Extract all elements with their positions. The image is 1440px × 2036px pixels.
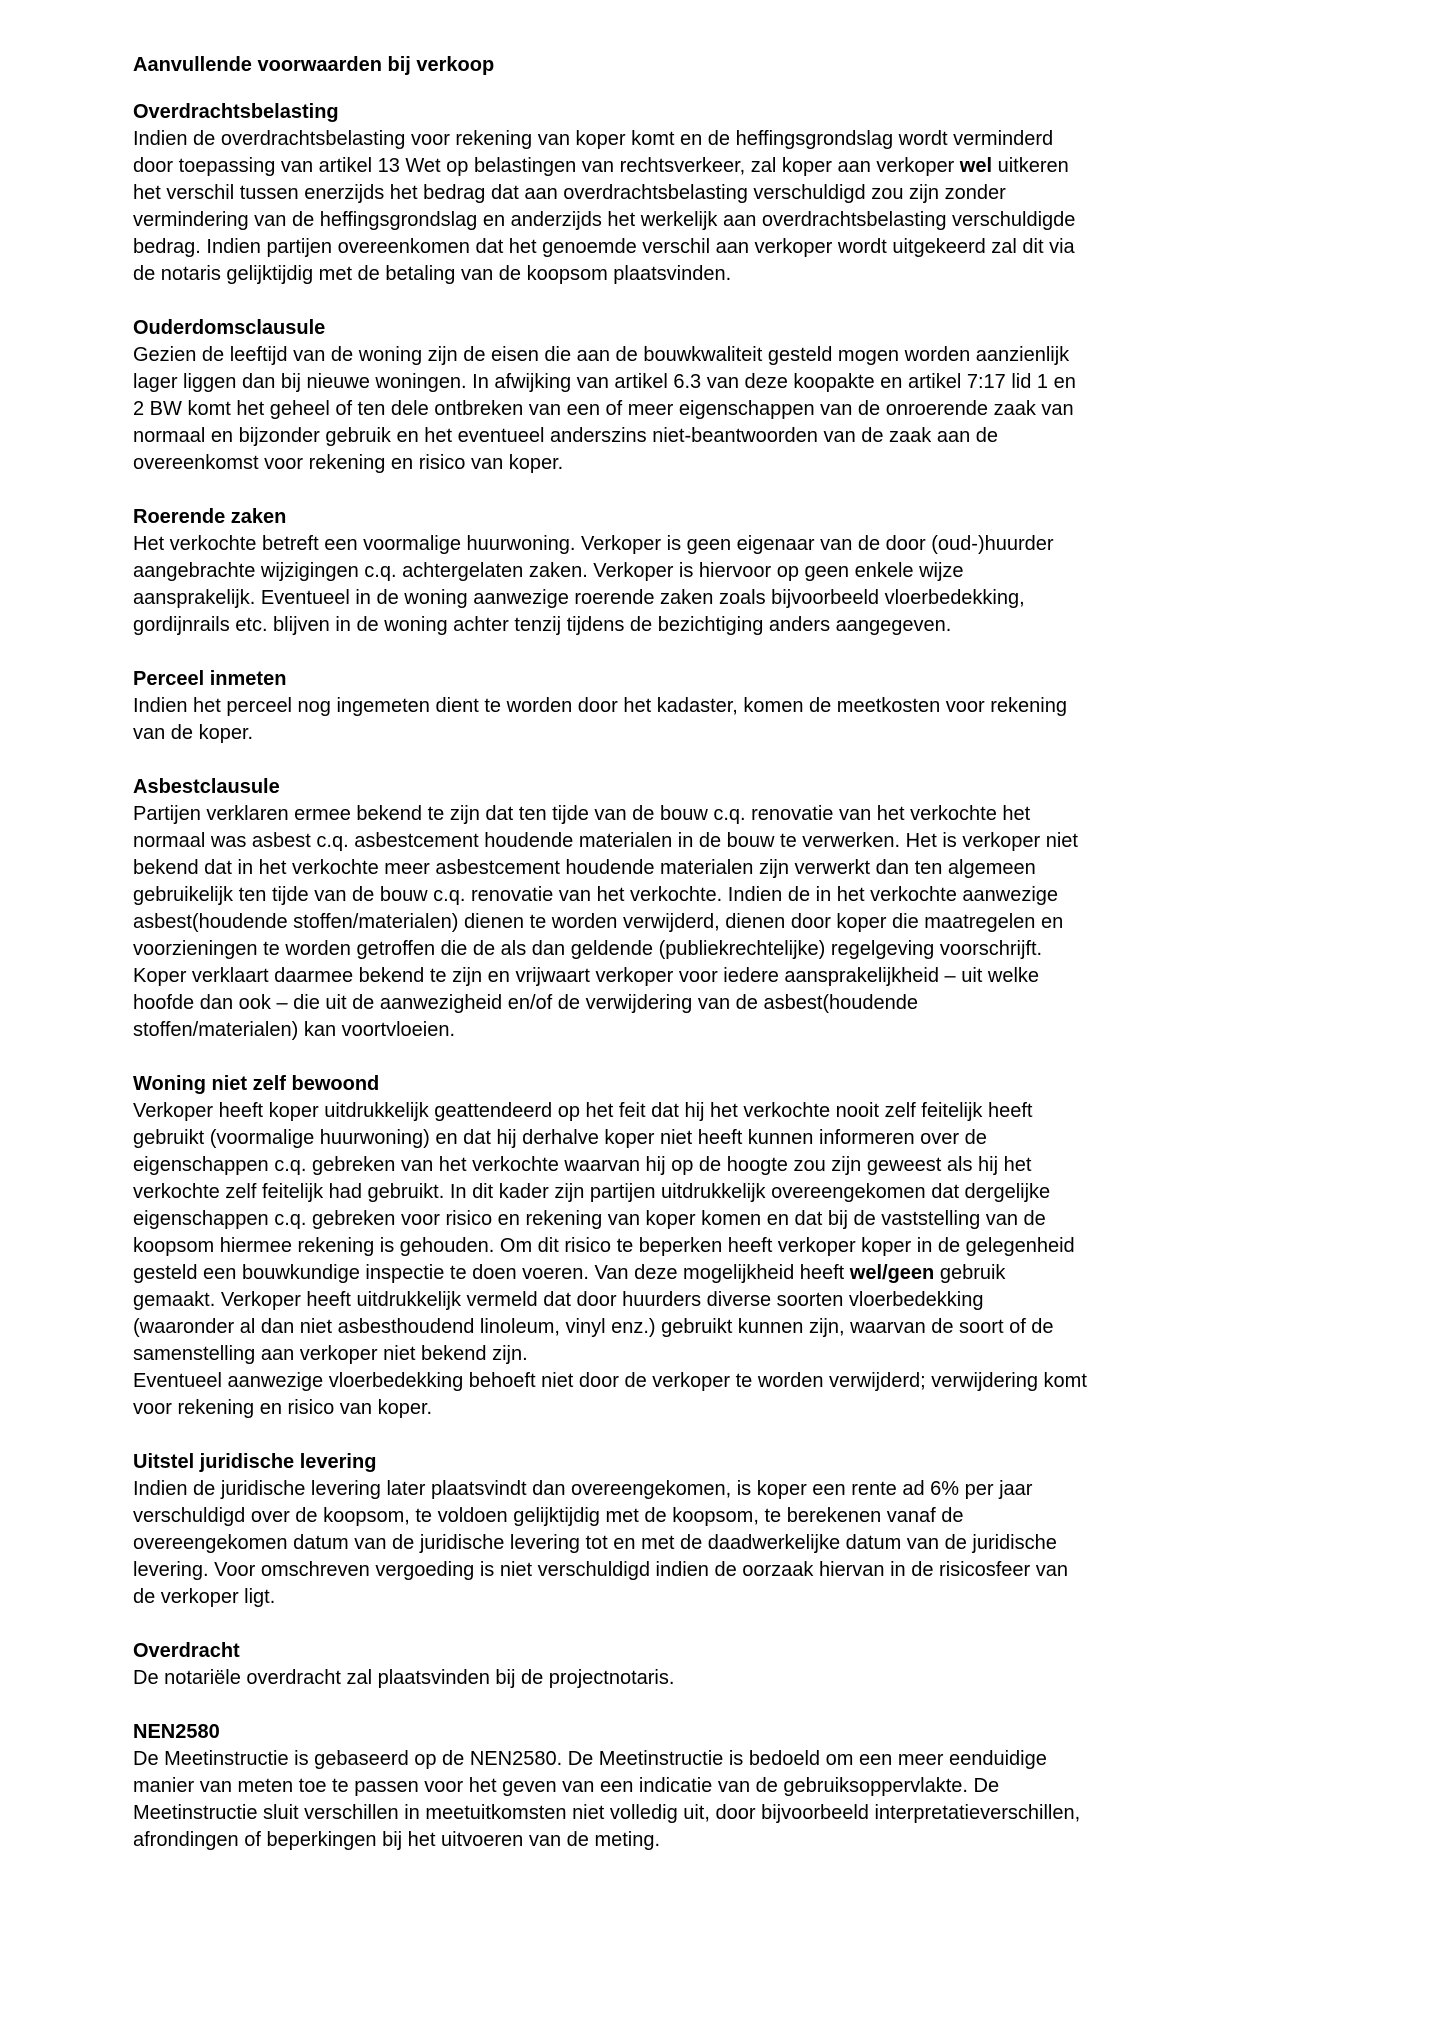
paragraph-line: overeenkomst voor rekening en risico van koper.: [133, 452, 564, 474]
paragraph-line: Verkoper heeft koper uitdrukkelijk geattendeerd op het feit dat hij het verkochte nooit zelf feitelijk heeft: [133, 1100, 1033, 1122]
paragraph-line: afrondingen of beperkingen bij het uitvoeren van de meting.: [133, 1829, 661, 1851]
paragraph-line: gebruikelijk ten tijde van de bouw c.q. renovatie van het verkochte. Indien de in het verkochte aanwezige: [133, 884, 1059, 906]
paragraph-line: levering. Voor omschreven vergoeding is niet verschuldigd indien de oorzaak hiervan in de risicosfeer van: [133, 1559, 1068, 1581]
paragraph-line: lager liggen dan bij nieuwe woningen. In afwijking van artikel 6.3 van deze koopakte en artikel 7:17 lid 1 en: [133, 371, 1076, 393]
paragraph-line: stoffen/materialen) kan voortvloeien.: [133, 1019, 456, 1041]
paragraph-line: voor rekening en risico van koper.: [133, 1397, 433, 1419]
section-heading: Asbestclausule: [133, 776, 280, 798]
paragraph-line: normaal en bijzonder gebruik en het eventueel anderszins niet-beantwoorden van de zaak aan de: [133, 425, 999, 447]
document-section: [133, 504, 1323, 639]
paragraph-line: bekend dat in het verkochte meer asbestcement houdende materialen zijn verwerkt dan ten algemeen: [133, 857, 1036, 879]
document-section: [133, 1071, 1323, 1422]
paragraph-line: eigenschappen c.q. gebreken voor risico en rekening van koper komen en dat bij de vaststelling van de: [133, 1208, 1046, 1230]
paragraph-line: Meetinstructie sluit verschillen in meetuitkomsten niet volledig uit, door bijvoorbeeld interpretatieverschillen,: [133, 1802, 1081, 1824]
document-section: [133, 666, 1323, 747]
section-heading: Ouderdomsclausule: [133, 317, 326, 339]
paragraph-line: gesteld een bouwkundige inspectie te doen voeren. Van deze mogelijkheid heeft wel/geen gebruik: [133, 1262, 1006, 1284]
paragraph-line: Indien de juridische levering later plaatsvindt dan overeengekomen, is koper een rente ad 6% per jaar: [133, 1478, 1033, 1500]
paragraph-line: De Meetinstructie is gebaseerd op de NEN2580. De Meetinstructie is bedoeld om een meer eenduidige: [133, 1748, 1047, 1770]
paragraph-line: samenstelling aan verkoper niet bekend zijn.: [133, 1343, 528, 1365]
paragraph-line: gebruikt (voormalige huurwoning) en dat hij derhalve koper niet heeft kunnen informeren over de: [133, 1127, 987, 1149]
paragraph-line: De notariële overdracht zal plaatsvinden bij de projectnotaris.: [133, 1667, 675, 1689]
paragraph-line: gemaakt. Verkoper heeft uitdrukkelijk vermeld dat door huurders diverse soorten vloerbedekking: [133, 1289, 984, 1311]
section-heading: Roerende zaken: [133, 506, 287, 528]
document-section: [133, 1719, 1323, 1854]
document-section: [133, 99, 1323, 288]
paragraph-line: de verkoper ligt.: [133, 1586, 276, 1608]
paragraph-line: verkochte zelf feitelijk had gebruikt. In dit kader zijn partijen uitdrukkelijk overeengekomen dat dergelijke: [133, 1181, 1051, 1203]
paragraph-line: koopsom hiermee rekening is gehouden. Om dit risico te beperken heeft verkoper koper in de gelegenheid: [133, 1235, 1075, 1257]
paragraph-line: Indien de overdrachtsbelasting voor rekening van koper komt en de heffingsgrondslag wordt verminderd: [133, 128, 1054, 150]
paragraph-line: aangebrachte wijzigingen c.q. achtergelaten zaken. Verkoper is hiervoor op geen enkele wijze: [133, 560, 964, 582]
paragraph-line: Koper verklaart daarmee bekend te zijn en vrijwaart verkoper voor iedere aansprakelijkheid – uit welke: [133, 965, 1040, 987]
document-section: [133, 1638, 1323, 1692]
section-heading: Uitstel juridische levering: [133, 1451, 377, 1473]
section-heading: Perceel inmeten: [133, 668, 287, 690]
paragraph-line: normaal was asbest c.q. asbestcement houdende materialen in de bouw te verwerken. Het is verkoper niet: [133, 830, 1078, 852]
section-heading: Woning niet zelf bewoond: [133, 1073, 380, 1095]
paragraph-line: asbest(houdende stoffen/materialen) dienen te worden verwijderd, dienen door koper die maatregelen en: [133, 911, 1064, 933]
document-title: Aanvullende voorwaarden bij verkoop: [133, 54, 495, 76]
paragraph-line: eigenschappen c.q. gebreken van het verkochte waarvan hij op de hoogte zou zijn geweest als hij het: [133, 1154, 1032, 1176]
document-section: [133, 1449, 1323, 1611]
paragraph-line: (waaronder al dan niet asbesthoudend linoleum, vinyl enz.) gebruikt kunnen zijn, waarvan de soort of de: [133, 1316, 1054, 1338]
paragraph-line: de notaris gelijktijdig met de betaling van de koopsom plaatsvinden.: [133, 263, 732, 285]
paragraph-line: voorzieningen te worden getroffen die de als dan geldende (publiekrechtelijke) regelgeving voorschrijft.: [133, 938, 1043, 960]
paragraph-line: Gezien de leeftijd van de woning zijn de eisen die aan de bouwkwaliteit gesteld mogen worden aanzienlijk: [133, 344, 1070, 366]
paragraph-line: het verschil tussen enerzijds het bedrag dat aan overdrachtsbelasting verschuldigd zou zijn zonder: [133, 182, 1006, 204]
paragraph-line: manier van meten toe te passen voor het geven van een indicatie van de gebruiksoppervlakte. De: [133, 1775, 1000, 1797]
document-section: [133, 774, 1323, 1044]
paragraph-line: Indien het perceel nog ingemeten dient te worden door het kadaster, komen de meetkosten voor rekening: [133, 695, 1067, 717]
paragraph-line: gordijnrails etc. blijven in de woning achter tenzij tijdens de bezichtiging anders aangegeven.: [133, 614, 952, 636]
paragraph-line: Eventueel aanwezige vloerbedekking behoeft niet door de verkoper te worden verwijderd; verwijdering komt: [133, 1370, 1087, 1392]
document-page: [133, 52, 1323, 1881]
paragraph-line: 2 BW komt het geheel of ten dele ontbreken van een of meer eigenschappen van de onroerende zaak van: [133, 398, 1074, 420]
section-heading: Overdracht: [133, 1640, 240, 1662]
paragraph-line: vermindering van de heffingsgrondslag en anderzijds het werkelijk aan overdrachtsbelasting verschuldigde: [133, 209, 1076, 231]
paragraph-line: verschuldigd over de koopsom, te voldoen gelijktijdig met de koopsom, te berekenen vanaf de: [133, 1505, 964, 1527]
paragraph-line: Het verkochte betreft een voormalige huurwoning. Verkoper is geen eigenaar van de door (oud-)huurder: [133, 533, 1054, 555]
paragraph-line: bedrag. Indien partijen overeenkomen dat het genoemde verschil aan verkoper wordt uitgekeerd zal dit via: [133, 236, 1075, 258]
section-heading: NEN2580: [133, 1721, 220, 1743]
paragraph-line: door toepassing van artikel 13 Wet op belastingen van rechtsverkeer, zal koper aan verkoper wel uitkeren: [133, 155, 1069, 177]
section-heading: Overdrachtsbelasting: [133, 101, 339, 123]
paragraph-line: Partijen verklaren ermee bekend te zijn dat ten tijde van de bouw c.q. renovatie van het verkochte het: [133, 803, 1031, 825]
paragraph-line: van de koper.: [133, 722, 254, 744]
paragraph-line: aansprakelijk. Eventueel in de woning aanwezige roerende zaken zoals bijvoorbeeld vloerbedekking,: [133, 587, 1025, 609]
paragraph-line: hoofde dan ook – die uit de aanwezigheid en/of de verwijdering van de asbest(houdende: [133, 992, 919, 1014]
document-section: [133, 315, 1323, 477]
document-sections: [133, 99, 1323, 1854]
paragraph-line: overeengekomen datum van de juridische levering tot en met de daadwerkelijke datum van de juridische: [133, 1532, 1057, 1554]
